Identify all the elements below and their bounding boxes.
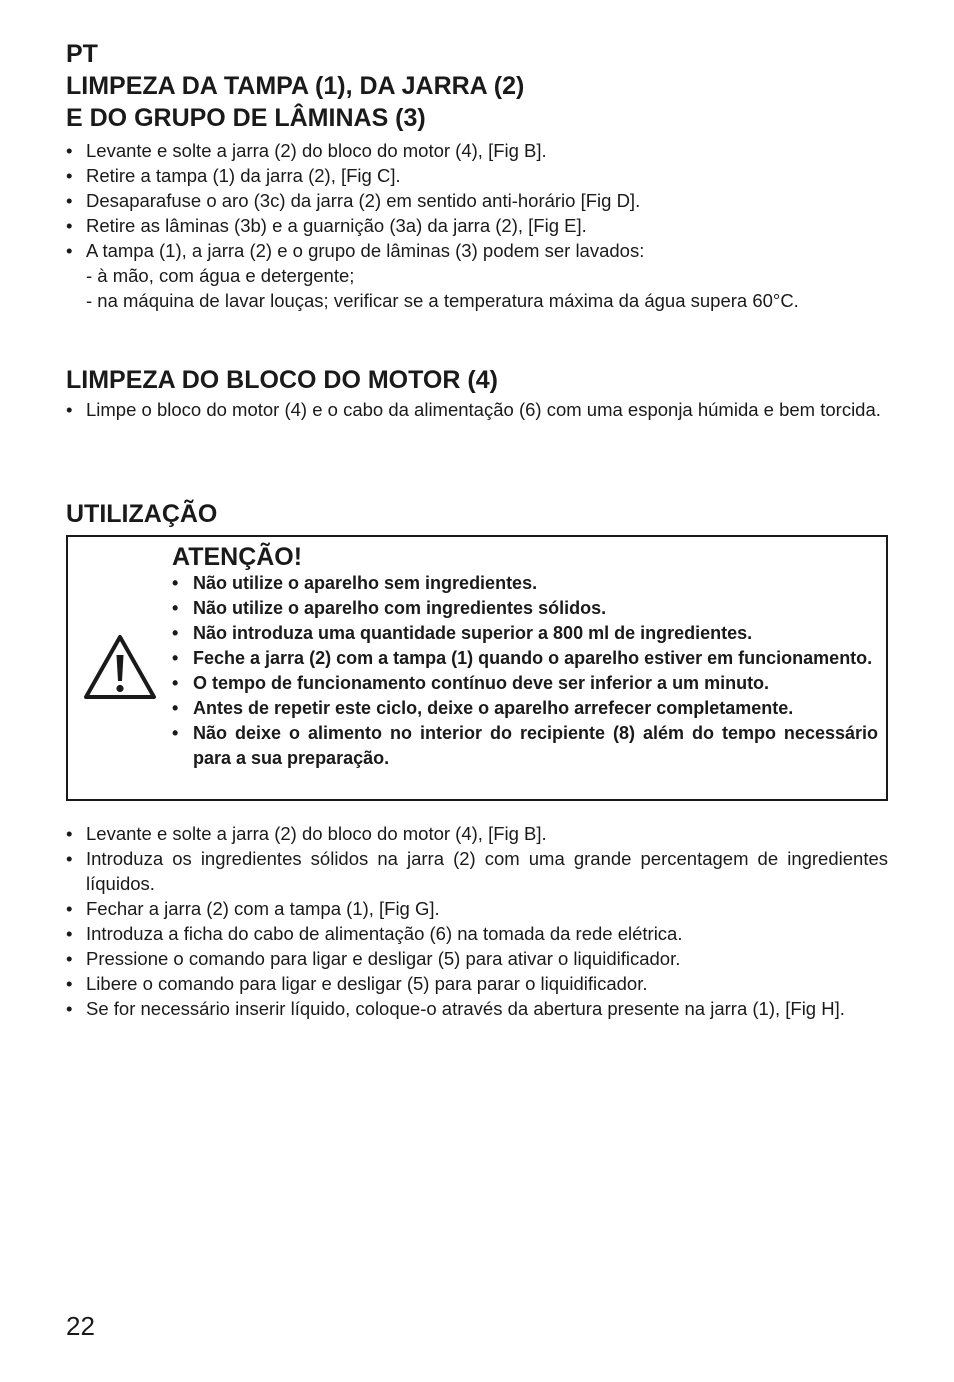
list-item: • Levante e solte a jarra (2) do bloco do motor (4), [Fig B]. xyxy=(66,138,888,163)
heading-cleaning-jug xyxy=(66,70,524,134)
list-item: • Retire a tampa (1) da jarra (2), [Fig C]. xyxy=(66,163,888,188)
heading-usage: UTILIZAÇÃO xyxy=(66,500,218,528)
warning-box xyxy=(66,535,888,801)
warning-title: ATENÇÃO! xyxy=(172,543,303,571)
list-item: • Libere o comando para ligar e desligar (5) para parar o liquidificador. xyxy=(66,971,888,996)
warning-item: • Não deixe o alimento no interior do recipiente (8) além do tempo necessário para a sua preparação. xyxy=(172,721,878,771)
list-item: • Introduza os ingredientes sólidos na jarra (2) com uma grande percentagem de ingredientes líquidos. xyxy=(66,846,888,896)
list-item: • Desaparafuse o aro (3c) da jarra (2) em sentido anti-horário [Fig D]. xyxy=(66,188,888,213)
usage-steps xyxy=(66,821,888,1021)
cleaning-jug-steps xyxy=(66,138,888,313)
warning-item: • Não utilize o aparelho com ingredientes sólidos. xyxy=(172,596,878,621)
list-item: • A tampa (1), a jarra (2) e o grupo de lâminas (3) podem ser lavados: xyxy=(66,238,888,263)
warning-item: • Feche a jarra (2) com a tampa (1) quando o aparelho estiver em funcionamento. xyxy=(172,646,878,671)
language-code: PT xyxy=(66,40,98,68)
heading-line-2: E DO GRUPO DE LÂMINAS (3) xyxy=(66,104,426,132)
list-item: • Levante e solte a jarra (2) do bloco do motor (4), [Fig B]. xyxy=(66,821,888,846)
warning-item: • O tempo de funcionamento contínuo deve ser inferior a um minuto. xyxy=(172,671,878,696)
heading-cleaning-motor: LIMPEZA DO BLOCO DO MOTOR (4) xyxy=(66,366,498,394)
list-item: • Introduza a ficha do cabo de alimentação (6) na tomada da rede elétrica. xyxy=(66,921,888,946)
sub-list-item: - à mão, com água e detergente; xyxy=(86,265,355,286)
warning-item: • Antes de repetir este ciclo, deixe o aparelho arrefecer completamente. xyxy=(172,696,878,721)
warning-item: • Não introduza uma quantidade superior a 800 ml de ingredientes. xyxy=(172,621,878,646)
list-item: • Pressione o comando para ligar e desligar (5) para ativar o liquidificador. xyxy=(66,946,888,971)
sub-list-item: - na máquina de lavar louças; verificar se a temperatura máxima da água supera 60°C. xyxy=(86,290,799,311)
heading-line-1: LIMPEZA DA TAMPA (1), DA JARRA (2) xyxy=(66,72,525,100)
list-item: • Fechar a jarra (2) com a tampa (1), [Fig G]. xyxy=(66,896,888,921)
list-item: • Retire as lâminas (3b) e a guarnição (3a) da jarra (2), [Fig E]. xyxy=(66,213,888,238)
cleaning-motor-steps xyxy=(66,397,888,422)
warning-list xyxy=(172,571,878,771)
warning-triangle-icon xyxy=(82,633,158,701)
list-item: • Se for necessário inserir líquido, coloque-o através da abertura presente na jarra (1), [Fig H]. xyxy=(66,996,888,1021)
list-item: • Limpe o bloco do motor (4) e o cabo da alimentação (6) com uma esponja húmida e bem torcida. xyxy=(66,397,888,422)
warning-item: • Não utilize o aparelho sem ingredientes. xyxy=(172,571,878,596)
page-number: 22 xyxy=(66,1311,95,1341)
